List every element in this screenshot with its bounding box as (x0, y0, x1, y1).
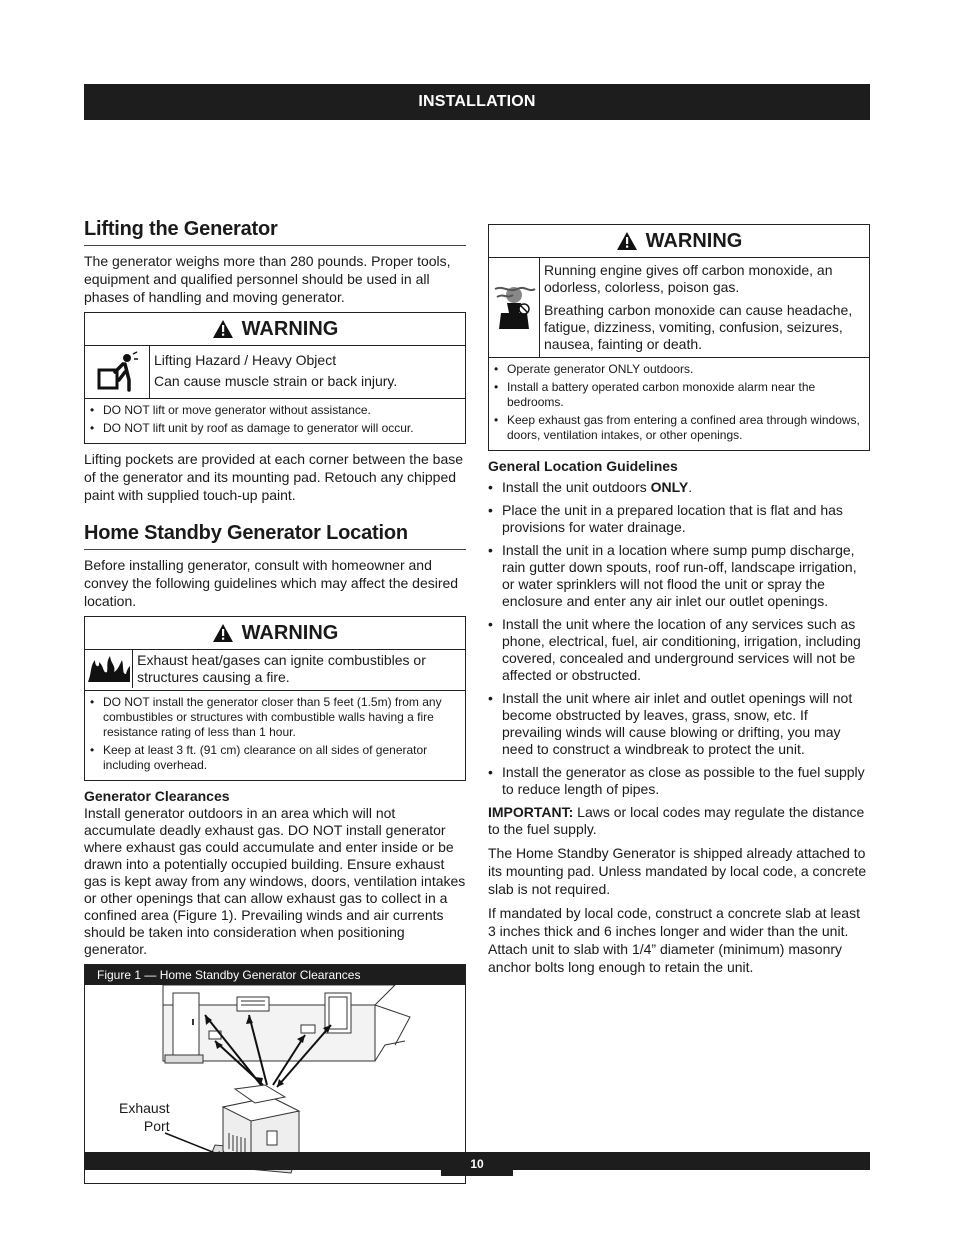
lifting-warning-box (84, 312, 466, 444)
figure-1 (84, 964, 466, 1184)
clearances-text: Install generator outdoors in an area which will not accumulate deadly exhaust gas. DO NOT install generator where exhaust gas could accumulate and enter inside or be drawn into a potentially occupied building. Ensure exhaust gas is kept away from any windows, doors, ventilation intakes or other openings that can allow exhaust gas to collect in a confined area (Figure 1). Prevailing winds and air currents should be taken into consideration when positioning generator. (84, 805, 466, 957)
warning-label: WARNING (241, 621, 339, 644)
guidelines-heading: General Location Guidelines (488, 458, 678, 474)
toxic-fumes-icon (489, 258, 540, 357)
warning-triangle-icon (212, 319, 234, 339)
fire-icon (85, 650, 133, 688)
guideline-emphasis: ONLY (650, 479, 689, 495)
figure-caption: Figure 1 — Home Standby Generator Clearances (85, 965, 465, 985)
warning-body (85, 346, 465, 399)
heavy-lift-icon (85, 346, 150, 398)
left-column (84, 218, 466, 1184)
pad-paragraph: The Home Standby Generator is shipped already attached to its mounting pad. Unless mandated by local code, a concrete slab is not required. (488, 845, 867, 897)
label-line-2: Port (143, 1118, 170, 1134)
warning-triangle-icon (212, 623, 234, 643)
warning-bullet: • DO NOT lift or move generator without assistance. (103, 403, 459, 418)
warning-text (540, 258, 869, 357)
location-heading: Home Standby Generator Location (84, 522, 466, 550)
warning-bullet: • DO NOT lift unit by roof as damage to generator will occur. (103, 421, 459, 436)
guideline-suffix: . (688, 479, 693, 495)
warning-header (85, 313, 465, 346)
guideline-item (502, 479, 870, 496)
lifting-pockets-text: Lifting pockets are provided at each corner between the base of the generator and its mounting pad. Retouch any chipped paint with supplied touch-up paint. (84, 451, 464, 503)
warning-header (489, 225, 869, 258)
warning-bullets (489, 358, 869, 450)
co-text-1: Running engine gives off carbon monoxide, an odorless, colorless, poison gas. (544, 262, 833, 295)
guideline-item: • Install the unit in a location where sump pump discharge, rain gutter down spouts, roof run-off, landscape irrigation, or water sprinklers will not flood the unit or spray the enclosure and enter any air inlet our outlet openings. (502, 542, 870, 610)
warning-text: Exhaust heat/gases can ignite combustibles or structures causing a fire. (137, 652, 426, 685)
warning-text (150, 346, 397, 398)
warning-header (85, 617, 465, 650)
warning-line-1: Lifting Hazard / Heavy Object (154, 352, 337, 368)
important-note (488, 804, 870, 838)
fire-warning-box (84, 616, 466, 781)
page-number: 10 (441, 1152, 513, 1176)
warning-body (489, 258, 869, 358)
clearances-heading: Generator Clearances (84, 788, 230, 804)
lifting-heading: Lifting the Generator (84, 218, 466, 246)
co-warning-box (488, 224, 870, 451)
important-label: IMPORTANT: (488, 804, 574, 820)
exhaust-port-label (119, 1099, 170, 1135)
warning-bullets (85, 691, 465, 780)
warning-bullets (85, 399, 465, 443)
co-text-2: Breathing carbon monoxide can cause headache, fatigue, dizziness, vomiting, confusion, seizures, nausea, fainting or death. (544, 302, 853, 352)
lifting-intro: The generator weighs more than 280 pounds. Proper tools, equipment and qualified personnel should be used in all phases of handling and moving generator. (84, 253, 451, 305)
guideline-item: • Install the generator as close as possible to the fuel supply to reduce length of pipes. (502, 764, 870, 798)
slab-paragraph: If mandated by local code, construct a concrete slab at least 3 inches thick and 6 inches longer and wider than the unit. Attach unit to slab with 1/4” diameter (minimum) masonry anchor bolts long enough to retain the unit. (488, 905, 860, 975)
warning-triangle-icon (616, 231, 638, 251)
warning-bullet: • Install a battery operated carbon monoxide alarm near the bedrooms. (507, 380, 863, 410)
warning-line-2: Can cause muscle strain or back injury. (154, 373, 398, 389)
warning-label: WARNING (241, 317, 339, 340)
guidelines-list (488, 479, 870, 798)
location-intro: Before installing generator, consult with homeowner and convey the following guidelines which may affect the desired location. (84, 557, 459, 609)
warning-bullet: • Operate generator ONLY outdoors. (507, 362, 863, 377)
section-title: INSTALLATION (418, 93, 536, 110)
guideline-item: • Install the unit where air inlet and outlet openings will not become obstructed by leaves, grass, snow, etc. If prevailing winds will cause blowing or drifting, you may need to construct a windbreak to protect the unit. (502, 690, 870, 758)
guideline-text: Install the unit outdoors (502, 479, 651, 495)
warning-label: WARNING (645, 229, 743, 252)
guideline-item: • Place the unit in a prepared location that is flat and has provisions for water drainage. (502, 502, 870, 536)
right-column (488, 224, 870, 976)
important-text: Laws or local codes may regulate the distance to the fuel supply. (488, 804, 865, 837)
label-line-1: Exhaust (119, 1100, 170, 1116)
section-header (84, 84, 870, 120)
warning-body (85, 650, 465, 691)
warning-bullet: • DO NOT install the generator closer than 5 feet (1.5m) from any combustibles or structures with combustible walls having a fire resistance rating of less than 1 hour. (103, 695, 459, 740)
warning-bullet: • Keep exhaust gas from entering a confined area through windows, doors, ventilation intakes, or other openings. (507, 413, 863, 443)
warning-bullet: • Keep at least 3 ft. (91 cm) clearance on all sides of generator including overhead. (103, 743, 459, 773)
guideline-item: • Install the unit where the location of any services such as phone, electrical, fuel, air conditioning, irrigation, including covered, concealed and underground services will not be affected or obstructed. (502, 616, 870, 684)
